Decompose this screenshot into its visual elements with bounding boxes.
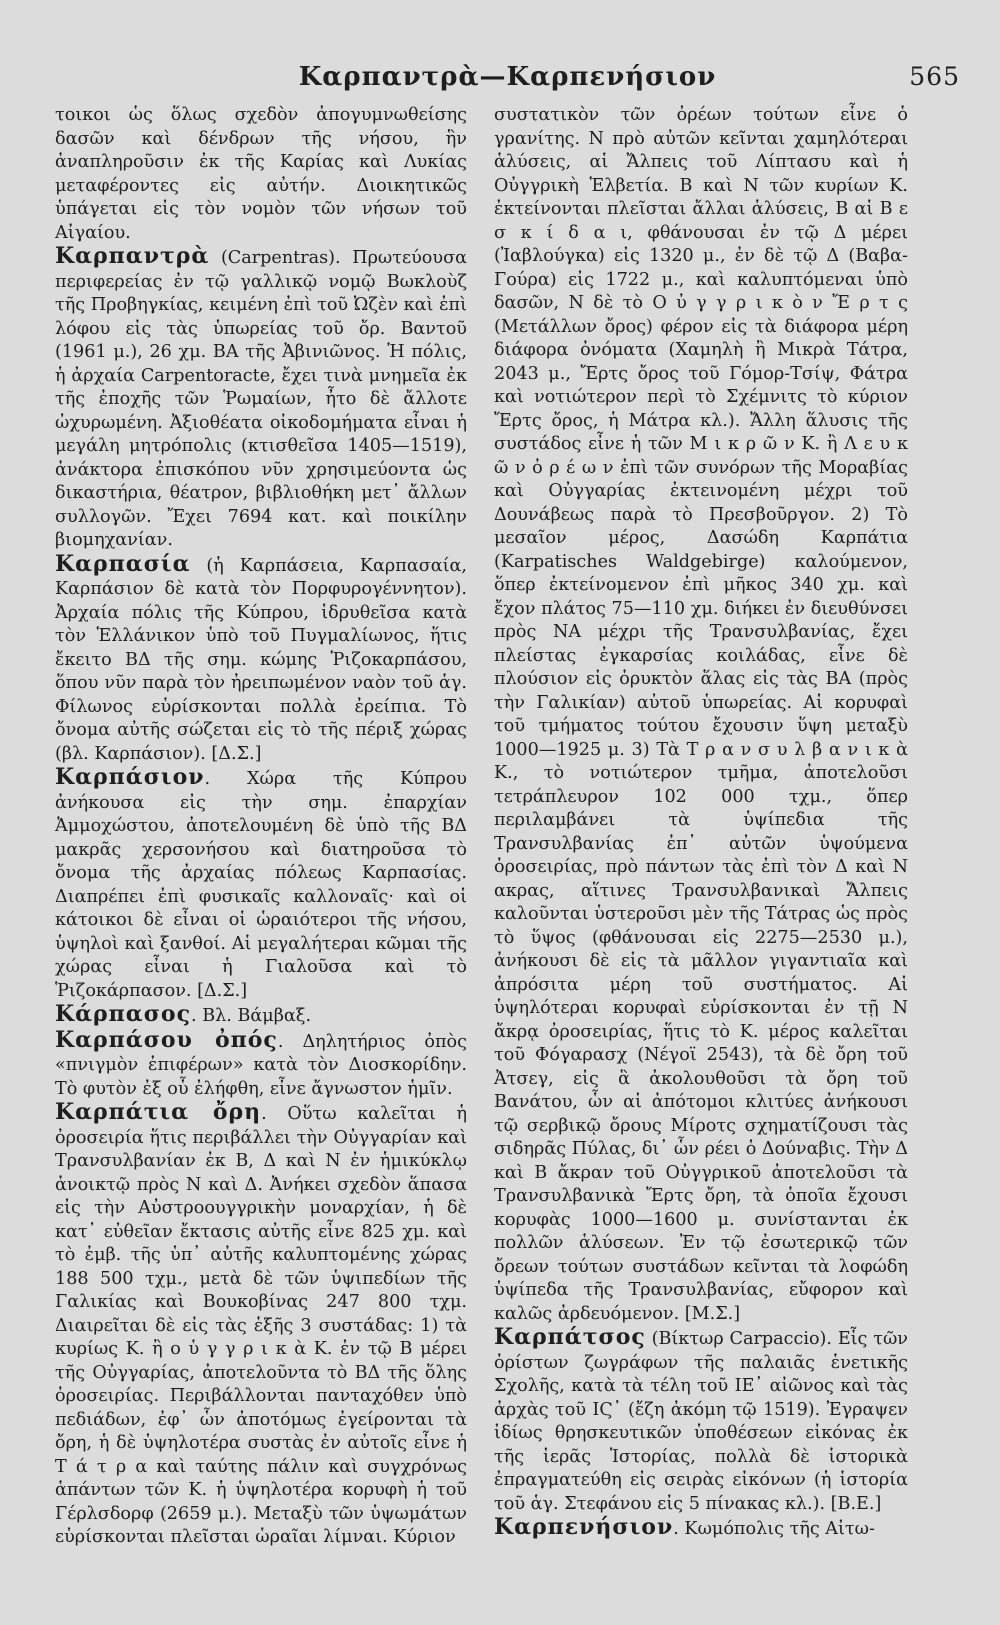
entry-text: συστατικὸν τῶν ὀρέων τούτων εἶνε ὁ γρανίτης. Ν πρὸ αὐτῶν κεῖνται χαμηλότεραι ἁλύσεις, αἱ Ἄλπεις τοῦ Λίπτασυ καὶ ἡ Οὐγγρικὴ Ἑλβετία. Β καὶ Ν τῶν κυρίων Κ. ἐκτείνονται πλεῖσται ἄλλαι ἁλύσεις, Β αἱ Β ε σ κ ί δ α ι, φθάνουσαι ἐν τῷ Δ μέρει (Ἰαβλούγκα) εἰς 1320 μ., ἐν δὲ τῷ Δ (Βαβα-Γούρα) εἰς 1722 μ., καὶ καλυπτόμεναι ὑπὸ δασῶν, Ν δὲ τὸ Ο ὐ γ γ ρ ι κ ὸ ν Ἔ ρ τ ς (Μετάλλων ὄρος) φέρον εἰς τὰ διάφορα μέρη διάφορα ὀνόματα (Χαμηλὴ ἢ Μικρὰ Τάτρα, 2043 μ., Ἔρτς ὄρος τοῦ Γόμορ-Τσίψ, Φάτρα καὶ νοτιώτερον περὶ τὸ Σχέμνιτς τὸ κύριον Ἔρτς ὄρος, ἡ Μάτρα κλ.). Ἄλλη ἅλυσις τῆς συστάδος εἶνε ἡ τῶν Μ ι κ ρ ῶ ν Κ. ἢ Λ ε υ κ ῶ ν ὀ ρ έ ω ν ἐπὶ τῶν συνόρων τῆς Μοραβίας καὶ Οὐγγαρίας ἐκτεινομένη μέχρι τοῦ Δουνάβεως παρὰ τὸ Πρεσβοῦργον. 2) Τὸ μεσαῖον μέρος, Δασώδη Καρπάτια (Karpatisches Waldgebirge) καλούμενον, ὅπερ ἐκτείνομενον ἐπὶ μῆκος 340 χμ. καὶ ἔχον πλάτος 75—110 χμ. διήκει ἐν διευθύνσει πρὸς ΝΑ μέχρι τῆς Τρανσυλβανίας, ἔχει πλείστας ἐγκαρσίας κοιλάδας, εἶνε δὲ πλούσιον εἰς ὀρυκτὸν ἅλας εἰς τὰς ΒΑ (πρὸς τὴν Γαλικίαν) αὐτοῦ ὑπωρείας. Αἱ κορυφαὶ τοῦ τμήματος τούτου ἔχουσιν ὕψη μεταξὺ 1000—1925 μ. 3) Τὰ Τ ρ α ν σ υ λ β α ν ι κ ὰ Κ., τὸ νοτιώτερον τμῆμα, ἀποτελοῦσι τετράπλευρον 102 000 τχμ., ὅπερ περιλαμβάνει τὰ ὑψίπεδια τῆς Τρανσυλβανίας ἐπ᾽ αὐτῶν ὑψούμενα ὀροσειρίας, πρὸ πάντων τὰς ἐπὶ τὸν Δ καὶ Ν ακρας, αἵτινες Τρανσυλβανικαὶ Ἄλπεις καλοῦνται ὑστεροῦσι μὲν τῆς Τάτρας ὡς πρὸς τὸ ὕψος (φθάνουσαι εἰς 2275—2530 μ.), ἀνήκουσι δὲ εἰς τὰ μᾶλλον γιγαντιαῖα καὶ ἀπρόσιτα μέρη τοῦ συστήματος. Αἱ ὑψηλότεραι κορυφαὶ εὑρίσκονται ἐν τῇ Ν ἄκρᾳ ὀροσειρίας, ἥτις τὸ Κ. μέρος καλεῖται τοῦ Φόγαρασχ (Νέγοϊ 2543), τὰ δὲ ὄρη τοῦ Ἀτσεγ, εἰς ἃ ἀκολουθοῦσι τὰ ὄρη τοῦ Βανάτου, ὧν αἱ ἀπότομοι κλιτύες ἀνήκουσι τῷ σερβικῷ ὄρους Μίροτς σχηματίζουσι τὰς σιδηρᾶς Πύλας, δι᾽ ὧν ρέει ὁ Δούναβις. Τὴν Δ καὶ Β ἄκραν τοῦ Οὐγγρικοῦ ἀποτελοῦσι τὰ Τρανσυλβανικὰ Ἔρτς ὄρη, τὰ ὁποῖα ἔχουσι κορυφὰς 1000—1600 μ. συνίστανται ἐκ πολλῶν ἁλύσεων. Ἐν τῷ ἐσωτερικῷ τῶν ὄρεων τούτων συστάδων κεῖνται τὰ λοφώδη ὑψίπεδα τῆς Τρανσυλβανίας, εὔφορον καὶ καλῶς ἀρδευόμενον. [Μ.Σ.]	[494, 105, 908, 1324]
entry-headword: Καρπαντρὰ	[55, 243, 210, 269]
entry-text: . Οὕτω καλεῖται ἡ ὀροσειρία ἥτις περιβάλλει τὴν Οὐγγαρίαν καὶ Τρανσυλβανίαν ἐκ Β, Δ καὶ Ν ἐν ἡμικύκλῳ ἀνοικτῷ πρὸς Ν καὶ Δ. Ἀνήκει σχεδὸν ἅπασα εἰς τὴν Αὐστροουγγρικὴν μοναρχίαν, ἡ δὲ κατ᾽ εὐθεῖαν ἔκτασις αὐτῆς εἶνε 825 χμ. καὶ τὸ ἐμβ. τῆς ὑπ᾽ αὐτῆς καλυπτομένης χώρας 188 500 τχμ., μετὰ δὲ τῶν ὑψιπεδίων τῆς Γαλικίας καὶ Βουκοβίνας 247 800 τχμ. Διαιρεῖται δὲ εἰς τὰς ἑξῆς 3 συστάδας: 1) τὰ κυρίως Κ. ἢ ο ὑ γ γ ρ ι κ ὰ Κ. ἐν τῷ Β μέρει τῆς Οὐγγαρίας, ἀποτελοῦντα τὸ ΒΔ τῆς ὅλης ὀροσειρίας. Περιβάλλονται πανταχόθεν ὑπὸ πεδιάδων, ἐφ᾽ ὧν ἀποτόμως ἐγείρονται τὰ ὄρη, ἡ δὲ ὑψηλοτέρα συστὰς ἐν αὐτοῖς εἶνε ἡ Τ ά τ ρ α καὶ ταύτης πάλιν καὶ συγχρόνως ἁπάντων τῶν Κ. ἡ ὑψηλοτέρα κορυφὴ ἡ τοῦ Γέρλσδορφ (2659 μ.). Μεταξὺ τῶν ὑψωμάτων εὑρίσκονται πλεῖσται ὡραῖαι λίμναι. Κύριον	[55, 1104, 467, 1547]
entry-text: . Βλ. Βάμβαξ.	[191, 1006, 312, 1026]
entry-paragraph	[494, 1326, 908, 1516]
entry-headword: Καρπασία	[55, 550, 191, 577]
entry-headword: Καρπάτσος	[494, 1324, 646, 1350]
entry-paragraph	[55, 245, 467, 553]
page-number: 565	[909, 62, 960, 91]
entry-paragraph	[55, 1026, 467, 1102]
running-head	[55, 58, 960, 98]
entry-text: (ἡ Καρπάσεια, Καρπασαία, Καρπάσιον δὲ κατὰ τὸν Πορφυρογέννητον). Ἀρχαία πόλις τῆς Κύπρου, ἱδρυθεῖσα κατὰ τὸν Ἑλλάνικον ὑπὸ τοῦ Πυγμαλίωνος, ἥτις ἔκειτο ΒΔ τῆς σημ. κώμης Ῥιζοκαρπάσου, ὅπου νῦν παρὰ τὸν ἠρειπωμένον ναὸν τοῦ ἁγ. Φίλωνος εὑρίσκονται πολλὰ ἐρείπια. Τὸ ὄνομα αὐτῆς σώζεται εἰς τὸ τῆς πέριξ χώρας (βλ. Καρπάσιον). [Δ.Σ.]	[55, 555, 467, 764]
entry-text: . Δηλητήριος ὀπὸς «πνιγμὸν ἐπιφέρων» κατὰ τὸν Διοσκορίδην. Τὸ φυτὸν ἐξ οὗ ἐλήφθη, εἶνε ἄγνωστον ἡμῖν.	[55, 1031, 467, 1099]
entry-paragraph	[55, 1101, 467, 1550]
entry-text: (Carpentras). Πρωτεύουσα περιφερείας ἐν τῷ γαλλικῷ νομῷ Βωκλοὺζ τῆς Προβηγκίας, κειμένη ἐπὶ τοῦ Ὠζὲν καὶ ἐπὶ λόφου εἰς τὰς ὑπωρείας τοῦ ὄρ. Βαντοῦ (1961 μ.), 26 χμ. ΒΑ τῆς Ἀβινιῶνος. Ἡ πόλις, ἡ ἀρχαία Carpentoracte, ἔχει τινὰ μνημεῖα ἐκ τῆς ἐποχῆς τῶν Ῥωμαίων, ἦτο δὲ ἄλλοτε ὠχυρωμένη. Ἀξιοθέατα οἰκοδομήματα εἶναι ἡ μεγάλη μητρόπολις (κτισθεῖσα 1405—1519), ἀνάκτορα ἐπισκόπου νῦν χρησιμεύοντα ὡς δικαστήρια, θέατρον, βιβλιοθήκη μετ᾽ ἄλλων συλλογῶν. Ἔχει 7694 κατ. καὶ ποικίλην βιομηχανίαν.	[55, 248, 467, 550]
entry-headword: Καρπάσου ὀπός	[55, 1026, 278, 1053]
entry-text: τοικοι ὡς ὅλως σχεδὸν ἀπογυμνωθείσης δασῶν καὶ δένδρων τῆς νήσου, ἣν ἀναπληροῦσιν ἐκ τῆς Καρίας καὶ Λυκίας μεταφέροντες εἰς αὐτήν. Διοικητικῶς ὑπάγεται εἰς τὸν νομὸν τῶν νήσων τοῦ Αἰγαίου.	[55, 105, 467, 243]
entry-text: (Βίκτωρ Carpaccio). Εἷς τῶν ὀρίστων ζωγράφων τῆς παλαιᾶς ἑνετικῆς Σχολῆς, κατὰ τὰ τέλη τοῦ ΙΕ᾽ αἰῶνος καὶ τὰς ἀρχὰς τοῦ ΙϚ᾽ (ἔζη ἀκόμη τῷ 1519). Ἐγραψεν ἰδίως θρησκευτικῶν ὑποθέσεων εἰκόνας ἐκ τῆς ἱερᾶς Ἱστορίας, πολλὰ δὲ ἱστορικὰ ἐπραγματεύθη εἰς σειρὰς εἰκόνων (ἡ ἱστορία τοῦ ἁγ. Στεφάνου εἰς 5 πίνακας κλ.). [Β.Ε.]	[494, 1329, 908, 1514]
entry-paragraph	[55, 102, 467, 245]
page-header-title: Καρπαντρὰ—Καρπενήσιον	[298, 62, 717, 92]
entry-headword: Καρπάσιον	[55, 764, 205, 790]
entry-paragraph	[494, 102, 908, 1326]
left-column	[55, 102, 467, 1585]
entry-headword: Κάρπασος	[55, 1001, 192, 1027]
entry-headword: Καρπενήσιον	[494, 1514, 674, 1540]
right-column	[494, 102, 908, 1585]
entry-text: . Κωμόπολις τῆς Αἰτω-	[673, 1519, 875, 1539]
entry-paragraph	[494, 1516, 908, 1542]
entry-paragraph	[55, 550, 467, 767]
entry-text: . Χώρα τῆς Κύπρου ἀνήκουσα εἰς τὴν σημ. ἐπαρχίαν Ἀμμοχώστου, ἀποτελουμένη δὲ ὑπὸ τῆς ΒΔ μακρᾶς χερσονήσου καὶ διατηροῦσα τὸ ὄνομα τῆς ἀρχαίας πόλεως Καρπασίας. Διαπρέπει ἐπὶ φυσικαῖς καλλοναῖς· καὶ οἱ κάτοικοι δὲ εἶναι οἱ ὡραιότεροι τῆς νήσου, ὑψηλοὶ καὶ ξανθοί. Αἱ μεγαλήτεραι κῶμαι τῆς χώρας εἶναι ἡ Γιαλοῦσα καὶ τὸ Ῥιζοκάρπασον. [Δ.Σ.]	[55, 769, 467, 1001]
entry-headword: Καρπάτια ὄρη	[55, 1099, 262, 1125]
entry-paragraph	[55, 1003, 467, 1029]
entry-paragraph	[55, 766, 467, 1003]
